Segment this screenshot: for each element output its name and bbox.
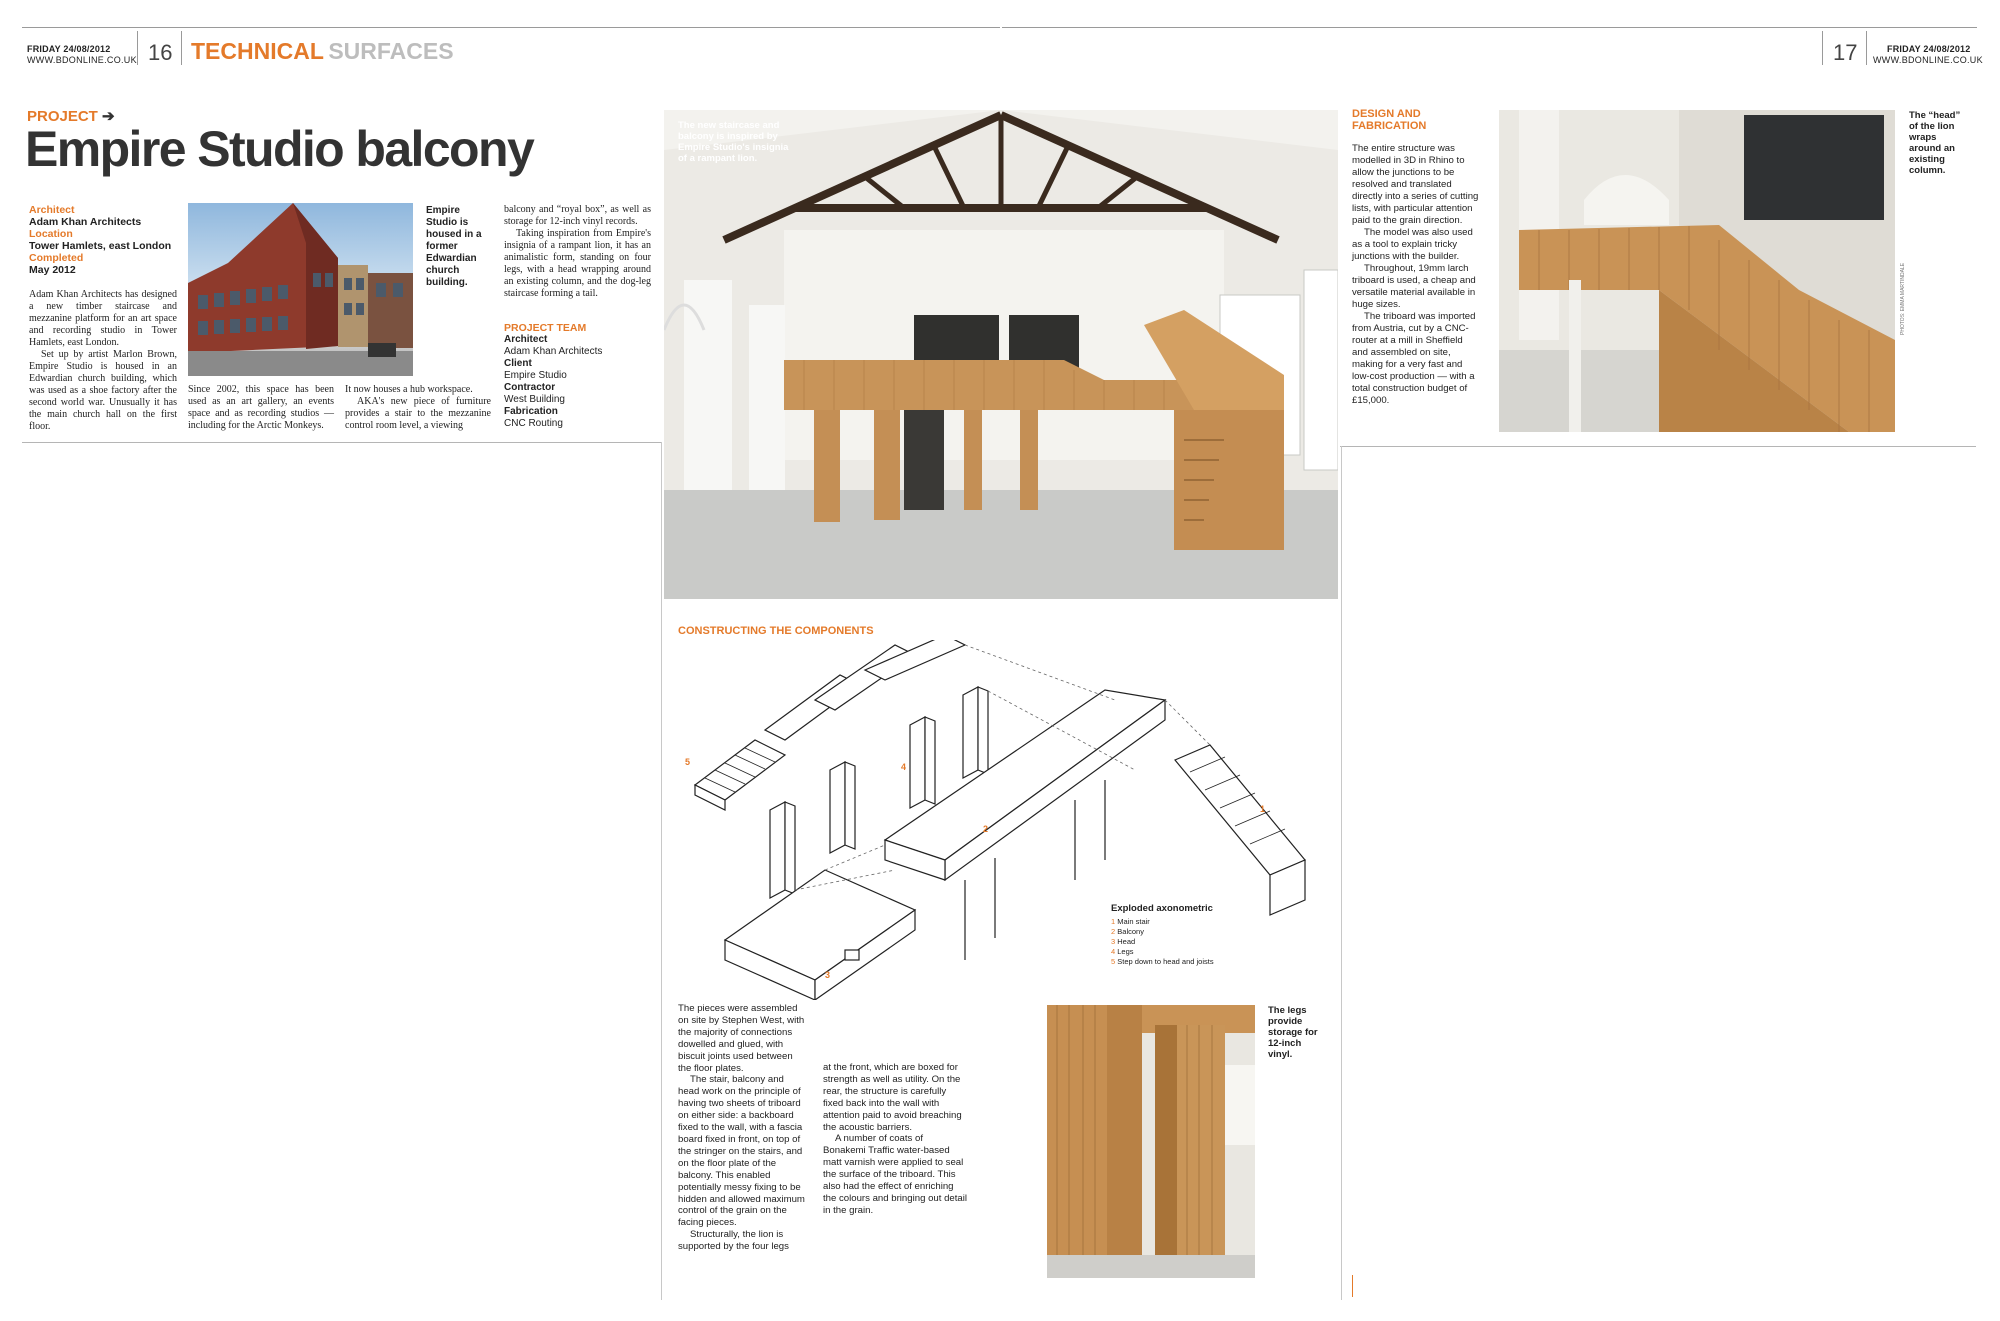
photo-credit: PHOTOS: EMMA MARTINDALE bbox=[1900, 262, 1906, 335]
right-date: FRIDAY 24/08/2012 bbox=[1887, 44, 1971, 54]
constructing-para: The stair, balcony and head work on the principle of having two sheets of triboard on either side: a backboard fixed to the wall, with a fascia board fixed in front, on top of the stringer on the stairs, and on the floor plate of the balcony. This enabled potentially messy fixing to be hidden and allowed maximum control of the grain on the facing pieces. bbox=[678, 1074, 805, 1229]
diagram-legend bbox=[1111, 903, 1261, 967]
intro-para: It now houses a hub workspace. bbox=[345, 384, 473, 395]
intro-para: Adam Khan Architects has designed a new timber staircase and mezzanine platform for an art space and recording studio in Tower Hamlets, east London. bbox=[29, 289, 177, 348]
arrow-right-icon: ➔ bbox=[102, 108, 115, 125]
team-label: Architect bbox=[504, 334, 548, 345]
interior-illustration bbox=[664, 110, 1338, 599]
legend-item: 2 Balcony bbox=[1111, 927, 1144, 936]
design-para: The entire structure was modelled in 3D in Rhino to allow the junctions to be resolved and translated directly into a series of cutting lists, with particular attention paid to the grain direction. bbox=[1352, 143, 1479, 226]
right-url: WWW.BDONLINE.CO.UK bbox=[1873, 55, 1983, 65]
fact-label-location: Location bbox=[29, 228, 73, 240]
intro-para: Taking inspiration from Empire's insignia of a rampant lion, it has an animalistic form, standing on four legs, with a head wrapping around an existing column, and the dog-leg staircase forming a tail. bbox=[504, 228, 651, 299]
intro-para: balcony and “royal box”, as well as storage for 12-inch vinyl records. bbox=[504, 204, 651, 227]
legend-item: 1 Main stair bbox=[1111, 917, 1150, 926]
section-title bbox=[191, 38, 454, 65]
intro-para: Set up by artist Marlon Brown, Empire Studio is housed in an Edwardian church building, which was used as a shoe factory after the second world war. Unusually it has the main church hall on the first floor. bbox=[29, 349, 177, 432]
fact-value-location: Tower Hamlets, east London bbox=[29, 240, 172, 252]
constructing-heading: CONSTRUCTING THE COMPONENTS bbox=[678, 625, 874, 637]
svg-text:1: 1 bbox=[1260, 804, 1266, 814]
design-heading-line1: DESIGN AND bbox=[1352, 108, 1421, 120]
kicker-label: PROJECT bbox=[27, 108, 98, 125]
design-para: Throughout, 19mm larch triboard is used, a cheap and versatile material available in huge sizes. bbox=[1352, 263, 1476, 310]
building-photo-caption: Empire Studio is housed in a former Edwardian church building. bbox=[426, 205, 482, 288]
team-label: Contractor bbox=[504, 382, 556, 393]
building-illustration bbox=[188, 203, 413, 376]
left-page-number: 16 bbox=[148, 40, 173, 65]
fact-label-architect: Architect bbox=[29, 204, 75, 216]
intro-column-3 bbox=[345, 384, 491, 432]
constructing-para: Structurally, the lion is supported by the four legs bbox=[678, 1229, 789, 1253]
legs-photo-caption: The legs provide storage for 12-inch vinyl. bbox=[1268, 1005, 1318, 1060]
legs-photo bbox=[1047, 1005, 1255, 1278]
design-para: The model was also used as a tool to explain tricky junctions with the builder. bbox=[1352, 227, 1473, 262]
section-title-technical: TECHNICAL bbox=[191, 38, 324, 64]
svg-text:2: 2 bbox=[983, 824, 989, 834]
head-photo-caption: The “head” of the lion wraps around an existing column. bbox=[1909, 110, 1961, 176]
team-value: Empire Studio bbox=[504, 370, 567, 381]
legend-item: 5 Step down to head and joists bbox=[1111, 957, 1214, 966]
intro-column-2 bbox=[188, 384, 334, 432]
project-facts bbox=[29, 204, 179, 276]
head-photo bbox=[1499, 110, 1895, 432]
constructing-para: The pieces were assembled on site by Stephen West, with the majority of connections dowelled and glued, with biscuit joints used between the floor plates. bbox=[678, 1003, 805, 1074]
legs-illustration bbox=[1047, 1005, 1255, 1278]
intro-para: AKA's new piece of furniture provides a stair to the mezzanine control room level, a viewing bbox=[345, 396, 491, 431]
svg-text:3: 3 bbox=[825, 970, 831, 980]
constructing-para: at the front, which are boxed for strength as well as utility. On the rear, the structure is carefully fixed back into the wall with attention paid to avoid breaching the acoustic barriers. bbox=[823, 1062, 962, 1133]
team-value: CNC Routing bbox=[504, 418, 563, 429]
team-value: Adam Khan Architects bbox=[504, 346, 603, 357]
diagram-legend-title: Exploded axonometric bbox=[1111, 903, 1213, 914]
headline: Empire Studio balcony bbox=[25, 121, 534, 177]
design-para: The triboard was imported from Austria, cut by a CNC-router at a mill in Sheffield and assembled on site, making for a very fast and low-cost production — with a total construction budget of £15,000. bbox=[1352, 311, 1476, 406]
constructing-column-2 bbox=[823, 1062, 968, 1217]
team-label: Client bbox=[504, 358, 532, 369]
intro-column-1 bbox=[29, 289, 177, 433]
svg-text:5: 5 bbox=[685, 757, 691, 767]
fact-label-completed: Completed bbox=[29, 252, 84, 264]
left-url: WWW.BDONLINE.CO.UK bbox=[27, 55, 137, 65]
design-body bbox=[1352, 143, 1480, 407]
intro-para: Since 2002, this space has been used as an art gallery, an events space and as recording studios — including for the Arctic Monkeys. bbox=[188, 384, 334, 431]
fact-value-architect: Adam Khan Architects bbox=[29, 216, 142, 228]
main-photo-caption: The new staircase and balcony is inspired by Empire Studio's insignia of a rampant lion. bbox=[678, 120, 789, 164]
left-date: FRIDAY 24/08/2012 bbox=[27, 44, 111, 54]
project-team bbox=[504, 322, 654, 430]
design-heading-line2: FABRICATION bbox=[1352, 120, 1427, 132]
section-title-surfaces: SURFACES bbox=[328, 38, 454, 64]
legend-item: 3 Head bbox=[1111, 937, 1136, 946]
project-team-heading: PROJECT TEAM bbox=[504, 322, 587, 334]
legend-item: 4 Legs bbox=[1111, 947, 1134, 956]
building-photo bbox=[188, 203, 413, 376]
intro-column-4 bbox=[504, 204, 651, 300]
main-interior-photo bbox=[664, 110, 1338, 599]
design-heading bbox=[1352, 108, 1426, 132]
head-illustration bbox=[1499, 110, 1895, 432]
right-page-number: 17 bbox=[1833, 40, 1858, 65]
team-label: Fabrication bbox=[504, 406, 558, 417]
constructing-column-1 bbox=[678, 1003, 806, 1253]
svg-text:4: 4 bbox=[901, 762, 907, 772]
fact-value-completed: May 2012 bbox=[29, 264, 76, 276]
constructing-para: A number of coats of Bonakemi Traffic water-based matt varnish were applied to seal the surface of the triboard. This also had the effect of enriching the colours and bringing out detail in the grain. bbox=[823, 1133, 968, 1216]
team-value: West Building bbox=[504, 394, 565, 405]
